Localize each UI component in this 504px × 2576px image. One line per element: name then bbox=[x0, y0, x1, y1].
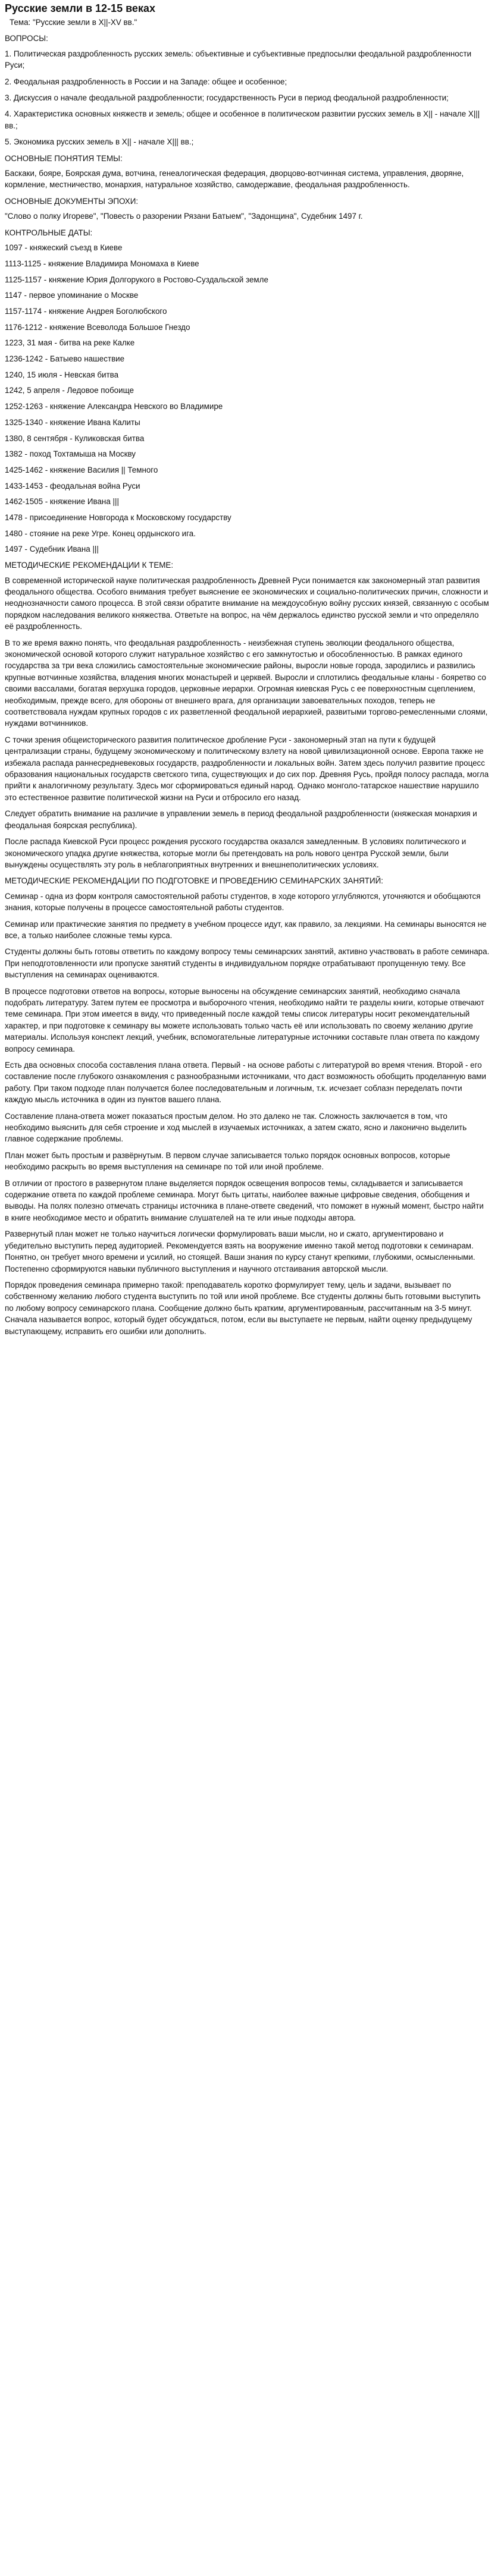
date-item: 1223, 31 мая - битва на реке Калке bbox=[5, 338, 135, 348]
seminar-paragraph: Студенты должны быть готовы ответить по каждому вопросу темы семинарских занятий, активно участвовать в работе семинара. При неподготовленности или пропуске занятий студенты в индивидуальном порядке отрабатывают пропущенную тему. Все выступления на семинарах оцениваются. bbox=[5, 947, 490, 980]
question-item: 5. Экономика русских земель в Х|| - начале Х||| вв.; bbox=[5, 137, 194, 147]
question-item: 2. Феодальная раздробленность в России и на Западе: общее и особенное; bbox=[5, 77, 287, 86]
question-item: 3. Дискуссия о начале феодальной раздробленности; государственность Руси в период феодальной раздробленности; bbox=[5, 93, 449, 103]
seminar-heading: МЕТОДИЧЕСКИЕ РЕКОМЕНДАЦИИ ПО ПОДГОТОВКЕ И ПРОВЕДЕНИЮ СЕМИНАРСКИХ ЗАНЯТИЙ: bbox=[5, 876, 383, 886]
date-item: 1097 - княжеский съезд в Киеве bbox=[5, 243, 123, 253]
date-item: 1242, 5 апреля - Ледовое побоище bbox=[5, 386, 134, 395]
dates-list bbox=[5, 242, 490, 555]
date-item: 1380, 8 сентября - Куликовская битва bbox=[5, 433, 145, 443]
date-item: 1176-1212 - княжение Всеволода Большое Гнездо bbox=[5, 322, 190, 332]
dates-heading: КОНТРОЛЬНЫЕ ДАТЫ: bbox=[5, 228, 93, 237]
documents-text: "Слово о полку Игореве", "Повесть о разорении Рязани Батыем", "Задонщина", Судебник 1497 г. bbox=[5, 212, 363, 221]
date-item: 1240, 15 июля - Невская битва bbox=[5, 370, 119, 379]
seminar-paragraph: Составление плана-ответа может показаться простым делом. Но это далеко не так. Сложность заключается в том, что необходимо выяснить для себя строение и ход мыслей в изучаемых источниках, а затем сжато, ясно и лаконично выделить главное содержание проблемы. bbox=[5, 1111, 467, 1144]
seminar-section bbox=[5, 891, 490, 1337]
document bbox=[0, 1, 494, 1337]
method-paragraph: В то же время важно понять, что феодальная раздробленность - неизбежная ступень эволюции феодального общества, экономической основой которого служит натуральное хозяйство с его замкнутостью и обособленностью. В рамках единого государства за три века сложились самостоятельные экономические районы, выросли новые города, зародились и развились крупные вотчинные хозяйства, владения многих монастырей и церквей. Выросли и сплотились феодальные кланы - бояретво со своими вассалами, богатая верхушка городов, церковные иерархи. Огромная киевская Русь с ее поверхностным сцеплением, необходимым, прежде всего, для обороны от внешнего врага, для организации завоевательных походов, теперь не соответствовала нуждам крупных городов с их разветленной феодальной иерархией, развитыми торгово-ремесленными слоями, нуждами вотчинников. bbox=[5, 638, 488, 728]
seminar-paragraph: В отличии от простого в развернутом плане выделяется порядок освещения вопросов темы, складывается и записывается содержание ответа по каждой проблеме семинара. Могут быть цитаты, наиболее важные цифровые сведения, обобщения и выводы. На полях полезно отмечать страницы источника в плане-ответе сведений, что поможет в нужный момент, быстро найти в книге необходимое место и обратить внимание слушателей на те или иные подходы автора. bbox=[5, 1178, 484, 1222]
date-item: 1382 - поход Тохтамыша на Москву bbox=[5, 449, 136, 459]
question-item: 1. Политическая раздробленность русских земель: объективные и субъективные предпосылки феодальной раздробленности Руси; bbox=[5, 49, 472, 70]
method-paragraph: После распада Киевской Руси процесс рождения русского государства оказался замедленным. В условиях политического и экономического упадка другие княжества, которые могли бы претендовать на роль нового центра Русской земли, были вынуждены осуществлять эту роль в неблагоприятных внутренних и внешнеполитических условиях. bbox=[5, 837, 467, 869]
seminar-paragraph: План может быть простым и развёрнутым. В первом случае записывается только порядок основных вопросов, которые необходимо раскрыть во время выступления на семинаре по той или иной проблеме. bbox=[5, 1150, 450, 1172]
questions-heading: ВОПРОСЫ: bbox=[5, 34, 48, 43]
date-item: 1147 - первое упоминание о Москве bbox=[5, 291, 139, 300]
date-item: 1157-1174 - княжение Андрея Боголюбского bbox=[5, 306, 167, 316]
concepts-text: Баскаки, бояре, Боярская дума, вотчина, генеалогическая федерация, дворцово-вотчинная система, управления, дворяне, кормление, местничество, монархия, натуральное хозяйство, самодержавие, феодальная раздробленность. bbox=[5, 169, 464, 190]
method-heading: МЕТОДИЧЕСКИЕ РЕКОМЕНДАЦИИ К ТЕМЕ: bbox=[5, 561, 174, 570]
topic-line: Тема: "Русские земли в Х||-ХV вв." bbox=[10, 18, 137, 27]
page-title: Русские земли в 12-15 веках bbox=[5, 2, 155, 14]
date-item: 1113-1125 - княжение Владимира Мономаха в Киеве bbox=[5, 259, 199, 268]
method-section bbox=[5, 575, 490, 871]
seminar-paragraph: Семинар - одна из форм контроля самостоятельной работы студентов, в ходе которого углубляются, уточняются и обобщаются знания, которые получены в процессе самостоятельной работы студентов. bbox=[5, 891, 481, 913]
seminar-paragraph: Семинар или практические занятия по предмету в учебном процессе идут, как правило, за лекциями. На семинары выносятся не все, а только наиболее сложные темы курса. bbox=[5, 919, 487, 940]
date-item: 1125-1157 - княжение Юрия Долгорукого в Ростово-Суздальской земле bbox=[5, 275, 268, 284]
date-item: 1497 - Судебник Ивана ||| bbox=[5, 545, 99, 554]
questions-list bbox=[5, 48, 490, 148]
concepts-heading: ОСНОВНЫЕ ПОНЯТИЯ ТЕМЫ: bbox=[5, 153, 123, 163]
date-item: 1433-1453 - феодальная война Руси bbox=[5, 481, 140, 490]
date-item: 1480 - стояние на реке Угре. Конец ордынского ига. bbox=[5, 529, 196, 538]
date-item: 1478 - присоединение Новгорода к Московскому государству bbox=[5, 513, 231, 523]
method-paragraph: Следует обратить внимание на различие в управлении земель в период феодальной раздробленности (княжеская монархия и феодальная боярская республика). bbox=[5, 809, 477, 830]
date-item: 1462-1505 - княжение Ивана ||| bbox=[5, 497, 119, 507]
seminar-paragraph: В процессе подготовки ответов на вопросы, которые выносены на обсуждение семинарских занятий, необходимо сначала подобрать литературу. Затем путем ее просмотра и выборочного чтения, необходимо найти те разделы книги, которые отвечают теме семинара. При этом имеется в виду, что приведенный после каждой темы список литературы носит рекомендательный характер, и при подготовке к семинару вы можете использовать только часть её или использовать по своему желанию другие материалы. Используя конспект лекций, учебник, вспомогательные литературные источники составьте план ответа по каждому вопросу семинара. bbox=[5, 986, 484, 1053]
method-paragraph: В современной исторической науке политическая раздробленность Древней Руси понимается как закономерный этап развития феодального общества. Особого внимания требует выяснение ее экономических и социально-политических причин, сложности и неоднозначности самого процесса. В этой связи обратите внимание на междоусобную войну русских князей, связанную с особым порядком наследования великого княжества. Ответьте на вопрос, на чём держалось единство русской земли и что определяло её раздробленность. bbox=[5, 575, 489, 631]
date-item: 1425-1462 - княжение Василия || Темного bbox=[5, 465, 158, 474]
date-item: 1252-1263 - княжение Александра Невского во Владимире bbox=[5, 402, 223, 411]
seminar-paragraph: Развернутый план может не только научиться логически формулировать ваши мысли, но и сжато, аргументировано и убедительно выступить перед аудиторией. Рекомендуется взять на вооружение именно такой метод подготовки к семинарам. Понятно, он требует много времени и усилий, но стоящей. Ваши знания по курсу станут крепкими, глубокими, осмысленными. Постепенно сформируются навыки публичного выступления и научного отстаивания авторской мысли. bbox=[5, 1229, 475, 1273]
question-item: 4. Характеристика основных княжеств и земель; общее и особенное в политическом развитии русских земель в Х|| - начале Х||| вв.; bbox=[5, 109, 480, 130]
method-paragraph: С точки зрения общеисторического развития политическое дробление Руси - закономерный этап на пути к будущей централизации страны, будущему экономическому и политическому взлету на новой цивилизационной основе. Европа также не избежала распада раннесредневековых государств, раздробленности и локальных войн. Затем здесь получил развитие процесс образования национальных государств светского типа, существующих и до сих пор. Древняя Русь, пройдя полосу распада, могла прийти к аналогичному результату. Здесь мог сформироваться единый народ. Однако монголо-татарское нашествие нарушило это естественное развитие политической жизни на Руси и отбросило его назад. bbox=[5, 735, 489, 802]
date-item: 1236-1242 - Батыево нашествие bbox=[5, 354, 125, 364]
date-item: 1325-1340 - княжение Ивана Калиты bbox=[5, 417, 140, 427]
seminar-paragraph: Порядок проведения семинара примерно такой: преподаватель коротко формулирует тему, цель и задачи, вызывает по собственному желанию любого студента выступить по той или иной проблеме. Все студенты должны быть готовыми выступить по любому вопросу семинарского плана. Сообщение должно быть кратким, аргументированным, рассчитанным на 3-5 минут. Сначала называется вопрос, который будет обсуждаться, потом, если вы выступаете не первым, найти оценку предыдущему выступающему, исправить его ошибки или дополнить. bbox=[5, 1280, 481, 1336]
documents-heading: ОСНОВНЫЕ ДОКУМЕНТЫ ЭПОХИ: bbox=[5, 196, 139, 206]
seminar-paragraph: Есть два основных способа составления плана ответа. Первый - на основе работы с литературой во время чтения. Второй - его составление после глубокого ознакомления с разнообразными источниками, что даст возможность обобщить проделанную вами работу. При таком подходе план получается более последовательным и логичным, т.к. исчезает соблазн переделать почти каждую мысль источника в один из пунктов вашего плана. bbox=[5, 1061, 486, 1105]
